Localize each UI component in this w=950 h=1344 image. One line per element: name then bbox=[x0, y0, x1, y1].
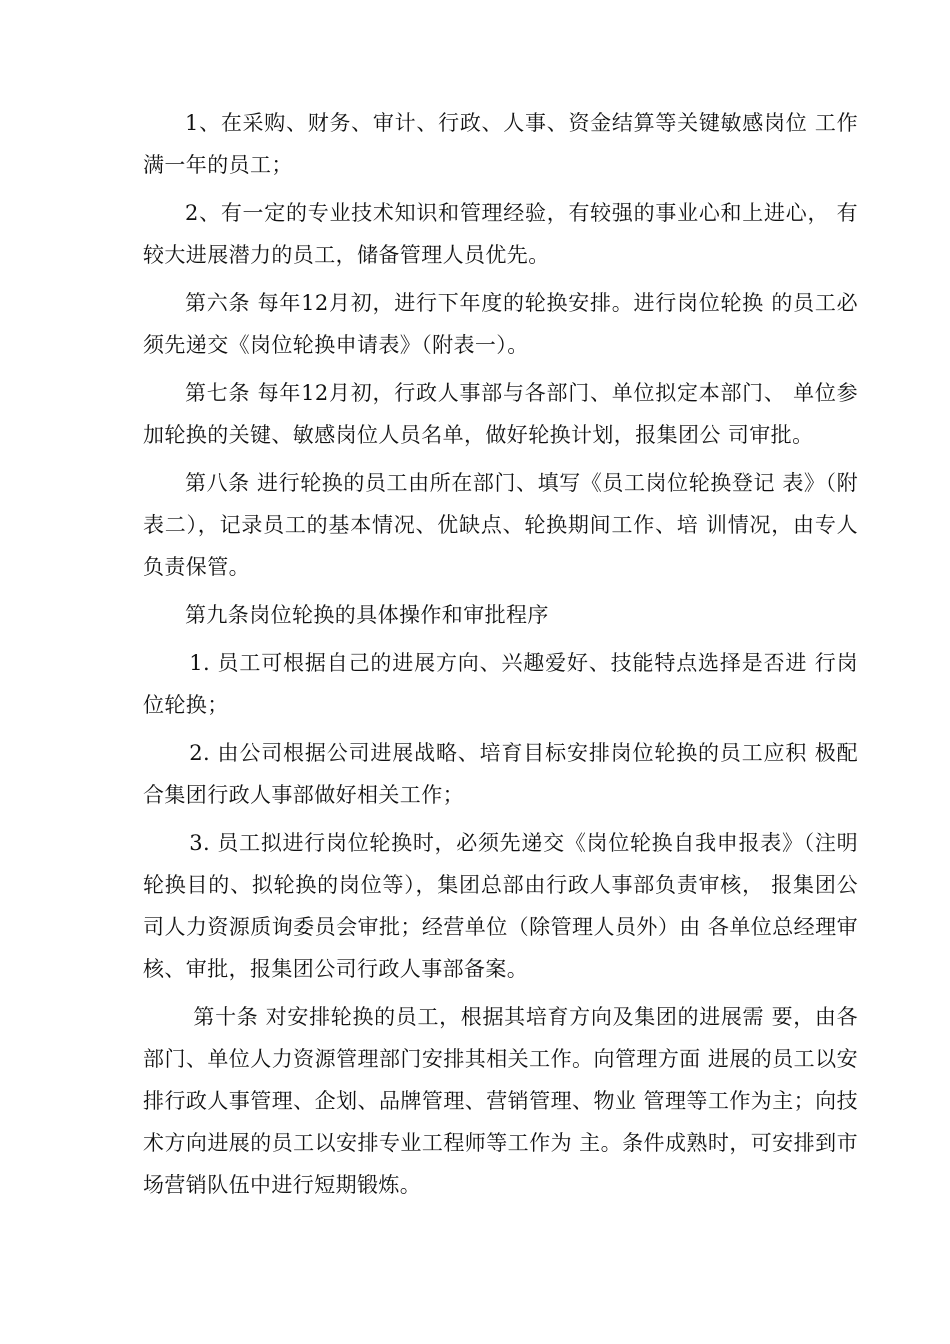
paragraph-step-2: 2. 由公司根据公司进展战略、培育目标安排岗位轮换的员工应积 极配合集团行政人事部做好相关工作； bbox=[143, 741, 858, 807]
paragraph-article-7: 第七条 每年12月初，行政人事部与各部门、单位拟定本部门、 单位参加轮换的关键、敏感岗位人员名单，做好轮换计划，报集团公 司审批。 bbox=[143, 381, 858, 447]
document-body bbox=[143, 102, 858, 1212]
paragraph-step-3: 3. 员工拟进行岗位轮换时，必须先递交《岗位轮换自我申报表》（注明轮换目的、拟轮换的岗位等），集团总部由行政人事部负责审核， 报集团公司人力资源质询委员会审批；经营单位（除管理人员外）由 各单位总经理审核、审批，报集团公司行政人事部备案。 bbox=[143, 831, 858, 981]
paragraph-article-6: 第六条 每年12月初，进行下年度的轮换安排。进行岗位轮换 的员工必须先递交《岗位轮换申请表》（附表一）。 bbox=[143, 291, 858, 357]
paragraph-step-1: 1. 员工可根据自己的进展方向、兴趣爱好、技能特点选择是否进 行岗位轮换； bbox=[143, 651, 858, 717]
paragraph-item-2: 2、有一定的专业技术知识和管理经验，有较强的事业心和上进心， 有较大进展潜力的员工，储备管理人员优先。 bbox=[143, 201, 858, 267]
paragraph-article-10: 第十条 对安排轮换的员工，根据其培育方向及集团的进展需 要，由各部门、单位人力资源管理部门安排其相关工作。向管理方面 进展的员工以安排行政人事管理、企划、品牌管理、营销管理、物业 管理等工作为主；向技术方向进展的员工以安排专业工程师等工作为 主。条件成熟时，可安排到市场营销队伍中进行短期锻炼。 bbox=[143, 1005, 858, 1197]
paragraph-article-9-heading: 第九条岗位轮换的具体操作和审批程序 bbox=[185, 603, 549, 627]
paragraph-article-8: 第八条 进行轮换的员工由所在部门、填写《员工岗位轮换登记 表》（附表二），记录员工的基本情况、优缺点、轮换期间工作、培 训情况，由专人负责保管。 bbox=[143, 471, 858, 579]
paragraph-item-1: 1、在采购、财务、审计、行政、人事、资金结算等关键敏感岗位 工作满一年的员工； bbox=[143, 111, 858, 177]
